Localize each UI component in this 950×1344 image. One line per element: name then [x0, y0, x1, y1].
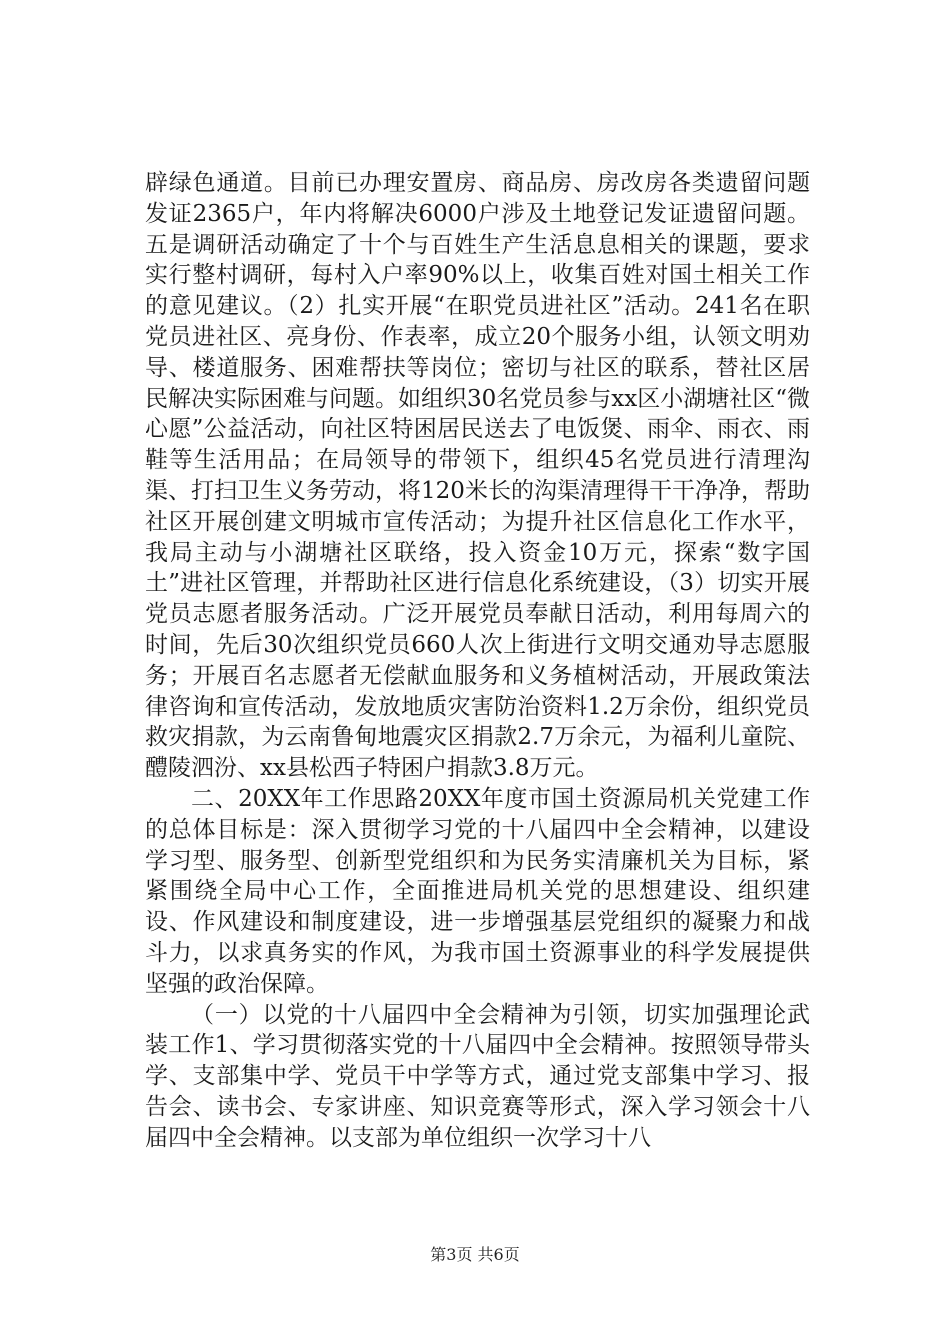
document-body [145, 168, 810, 1154]
paragraph-theory-study: （一）以党的十八届四中全会精神为引领，切实加强理论武装工作1、学习贯彻落实党的十八届四中全会精神。按照领导带头学、支部集中学、党员干中学等方式，通过党支部集中学习、报告会、读书会、专家讲座、知识竞赛等形式，深入学习领会十八届四中全会精神。以支部为单位组织一次学习十八 [145, 1001, 810, 1151]
page-number-footer: 第3页 共6页 [430, 1245, 520, 1264]
paragraph-continued: 辟绿色通道。目前已办理安置房、商品房、房改房各类遗留问题发证2365户，年内将解决6000户涉及土地登记发证遗留问题。五是调研活动确定了十个与百姓生产生活息息相关的课题，要求实行整村调研，每村入户率90%以上，收集百姓对国土相关工作的意见建议。（2）扎实开展“在职党员进社区”活动。241名在职党员进社区、亮身份、作表率，成立20个服务小组，认领文明劝导、楼道服务、困难帮扶等岗位；密切与社区的联系，替社区居民解决实际困难与问题。如组织30名党员参与xx区小湖塘社区“微心愿”公益活动，向社区特困居民送去了电饭煲、雨伞、雨衣、雨鞋等生活用品；在局领导的带领下，组织45名党员进行清理沟渠、打扫卫生义务劳动，将120米长的沟渠清理得干干净净，帮助社区开展创建文明城市宣传活动；为提升社区信息化工作水平，我局主动与小湖塘社区联络，投入资金10万元，探索“数字国土”进社区管理，并帮助社区进行信息化系统建设，（3）切实开展党员志愿者服务活动。广泛开展党员奉献日活动，利用每周六的时间，先后30次组织党员660人次上街进行文明交通劝导志愿服务；开展百名志愿者无偿献血服务和义务植树活动，开展政策法律咨询和宣传活动，发放地质灾害防治资料1.2万余份，组织党员救灾捐款，为云南鲁甸地震灾区捐款2.7万余元，为福利儿童院、醴陵泗汾、xx县松西子特困户捐款3.8万元。 [145, 170, 810, 782]
paragraph-work-plan: 二、20XX年工作思路20XX年度市国土资源局机关党建工作的总体目标是：深入贯彻学习党的十八届四中全会精神，以建设学习型、服务型、创新型党组织和为民务实清廉机关为目标，紧紧围绕全局中心工作，全面推进局机关党的思想建设、组织建设、作风建设和制度建设，进一步增强基层党组织的凝聚力和战斗力，以求真务实的作风，为我市国土资源事业的科学发展提供坚强的政治保障。 [145, 785, 810, 997]
